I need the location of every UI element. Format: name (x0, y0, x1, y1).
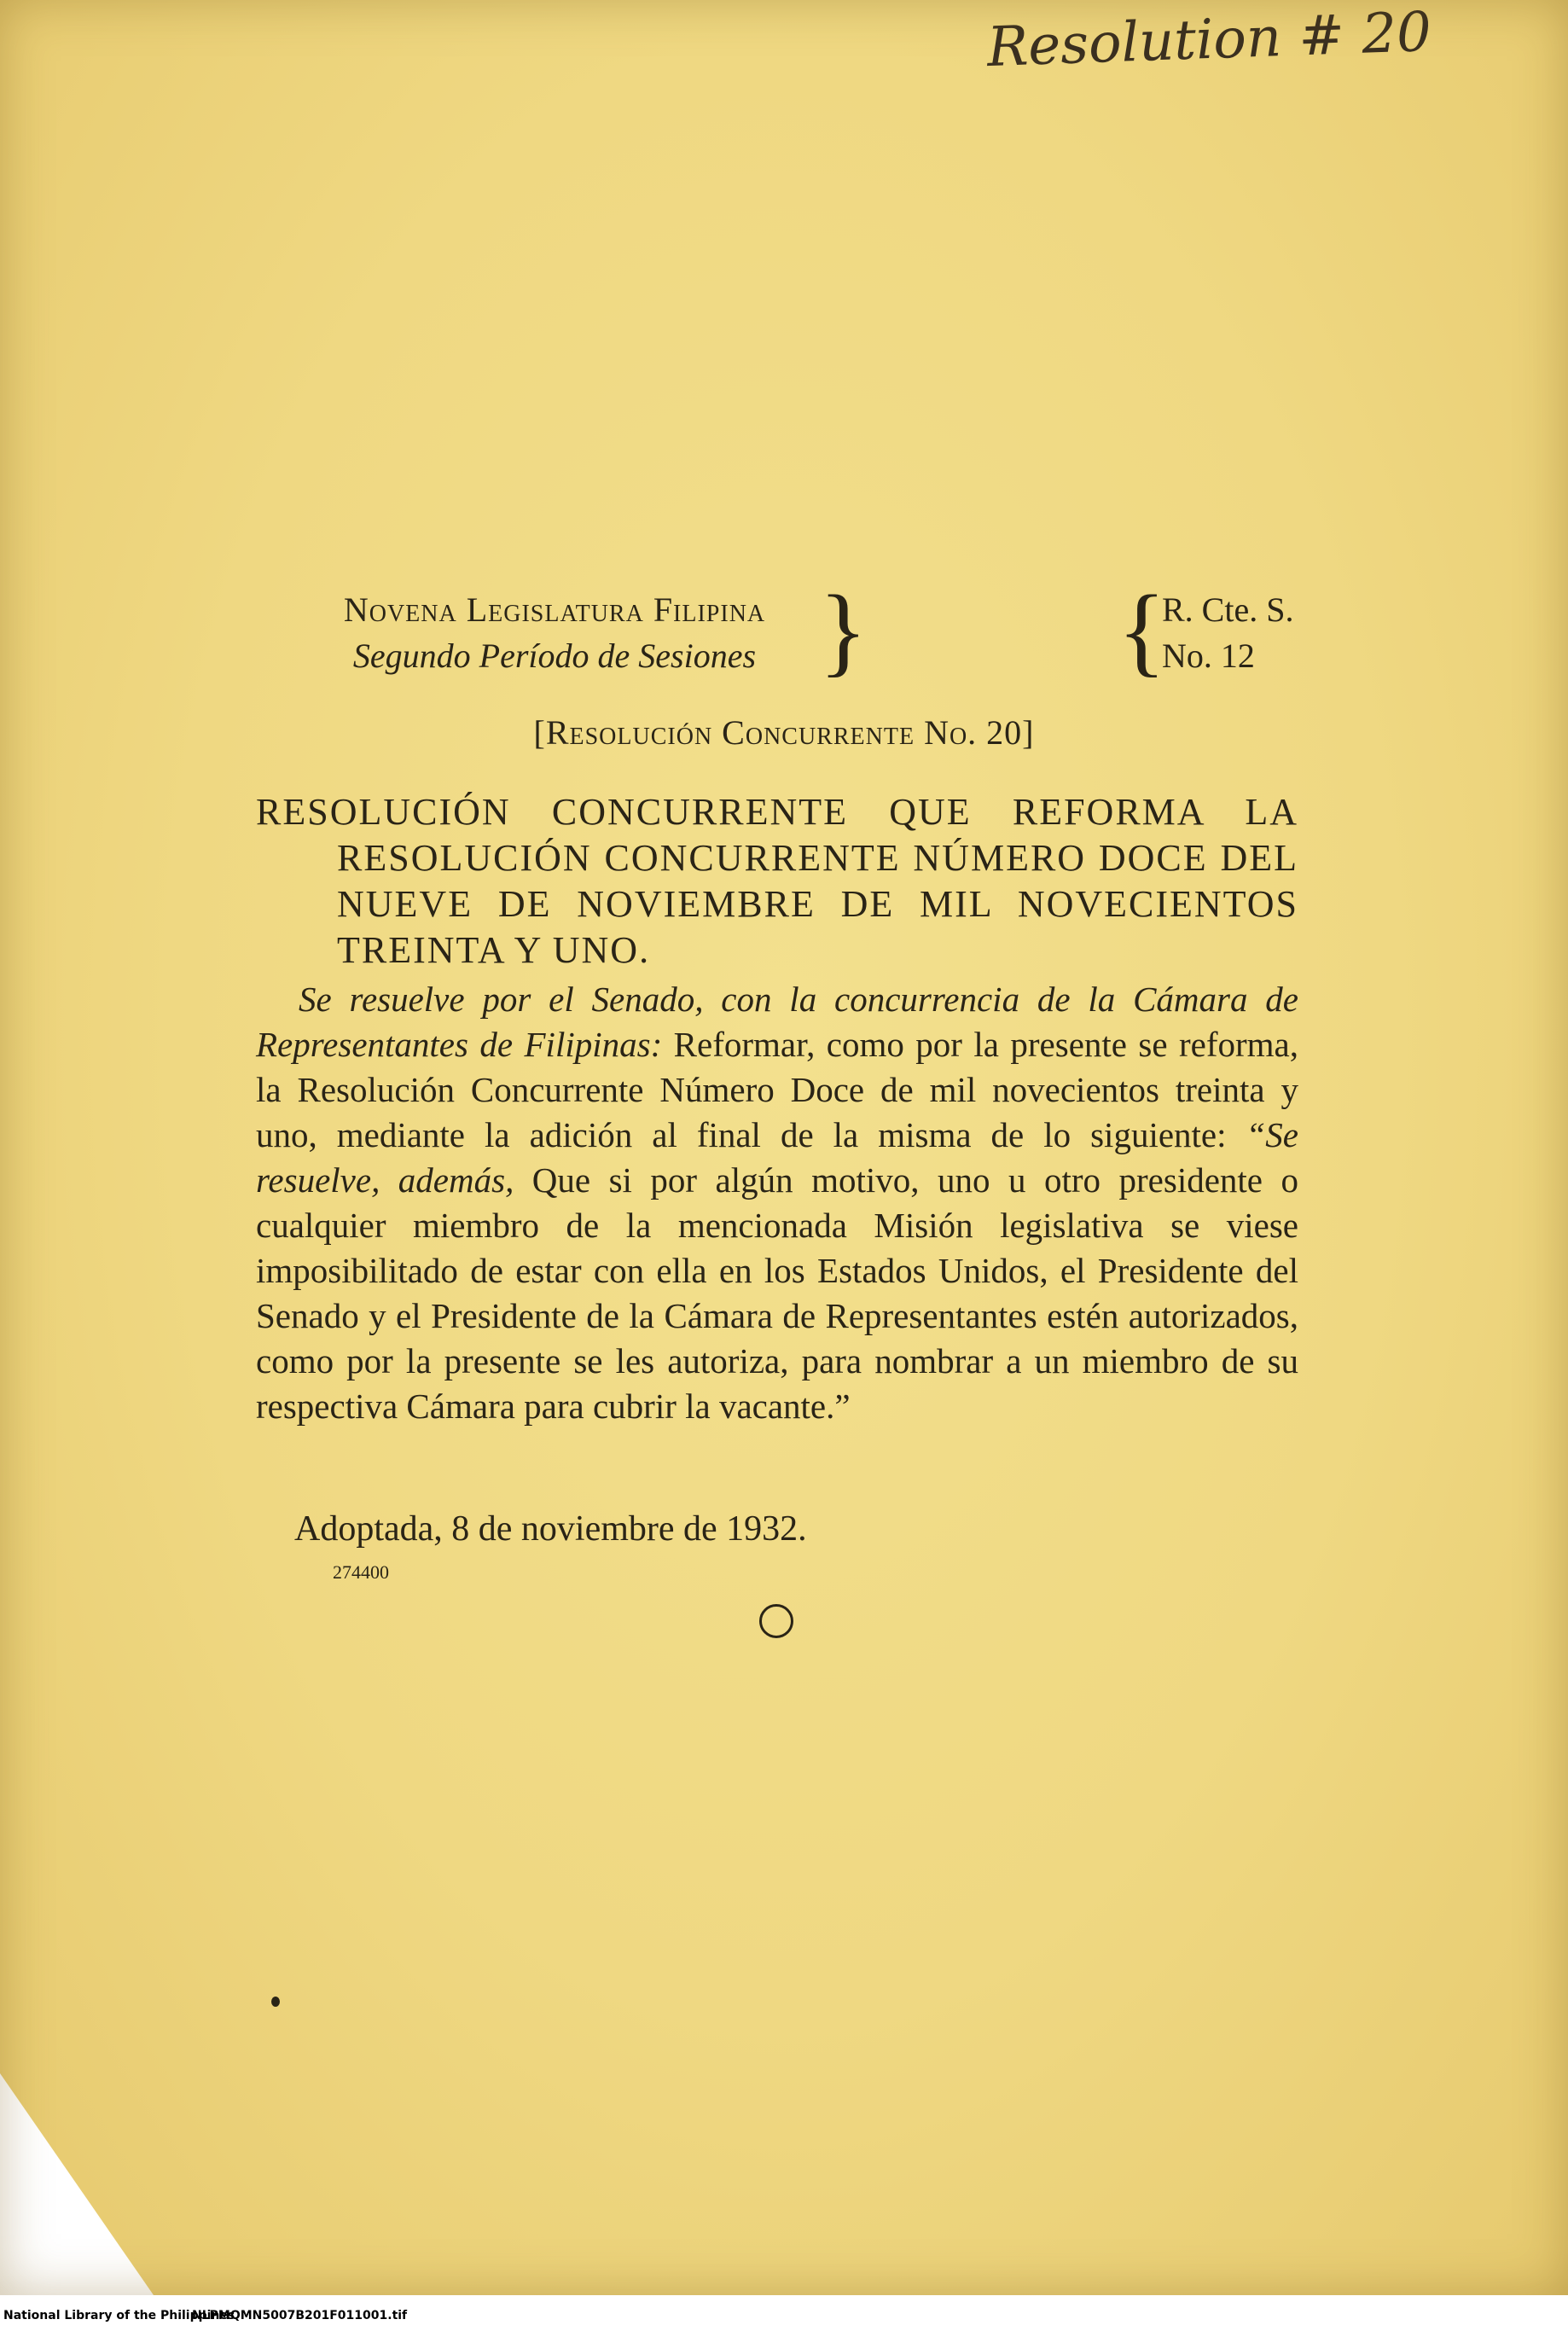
scan-footer (0, 2299, 1568, 2331)
bill-type: R. Cte. S. (1162, 590, 1294, 629)
adoption-date: Adoptada, 8 de noviembre de 1932. (294, 1509, 807, 1549)
resolution-number: [Resolución Concurrente No. 20] (533, 713, 1035, 752)
right-brace-icon: } (819, 574, 868, 686)
header-right (1162, 587, 1293, 679)
library-credit: National Library of the Philippines (3, 2309, 235, 2322)
body-quote-intro: “Se resuelve, además, (256, 1115, 1298, 1200)
bill-number: No. 12 (1162, 637, 1255, 675)
body-paragraph (256, 977, 1298, 1429)
header-left (256, 587, 853, 679)
circle-mark-icon (759, 1604, 793, 1638)
print-code: 274400 (333, 1561, 389, 1583)
ink-dot-icon (271, 1997, 280, 2007)
handwritten-note: Resolution # 20 (986, 0, 1433, 80)
folded-corner (0, 2073, 154, 2295)
body-text-1: Reformar, como por la presente se reforma, la Resolución Concurrente Número Doce de mil novecientos treinta y uno, mediante la adición al final de la misma de lo siguiente: (256, 1025, 1298, 1154)
legislature-name: Novena Legislatura Filipina (343, 590, 766, 629)
resolution-body (256, 977, 1298, 1429)
body-text-2: Que si por algún motivo, uno u otro presidente o cualquier miembro de la mencionada Misión legislativa se viese imposibilitado de estar con ella en los Estados Unidos, el Presidente del Senado y el Presidente de la Cámara de Representantes estén autorizados, como por la presente se les autoriza, para nombrar a un miembro de su respectiva Cámara para cubrir la vacante.” (256, 1160, 1298, 1426)
title-text: RESOLUCIÓN CONCURRENTE QUE REFORMA LA RESOLUCIÓN CONCURRENTE NÚMERO DOCE DEL NUEVE DE NOVIEMBRE DE MIL NOVECIENTOS TREINTA Y UNO. (256, 791, 1298, 971)
body-intro: Se resuelve por el Senado, con la concurrencia de la Cámara de Representantes de Filipinas: (256, 979, 1298, 1064)
session-period: Segundo Período de Sesiones (352, 637, 757, 675)
left-brace-icon: { (1118, 574, 1166, 686)
resolution-title (256, 789, 1298, 974)
file-name: NLPMQMN5007B201F011001.tif (192, 2309, 408, 2322)
